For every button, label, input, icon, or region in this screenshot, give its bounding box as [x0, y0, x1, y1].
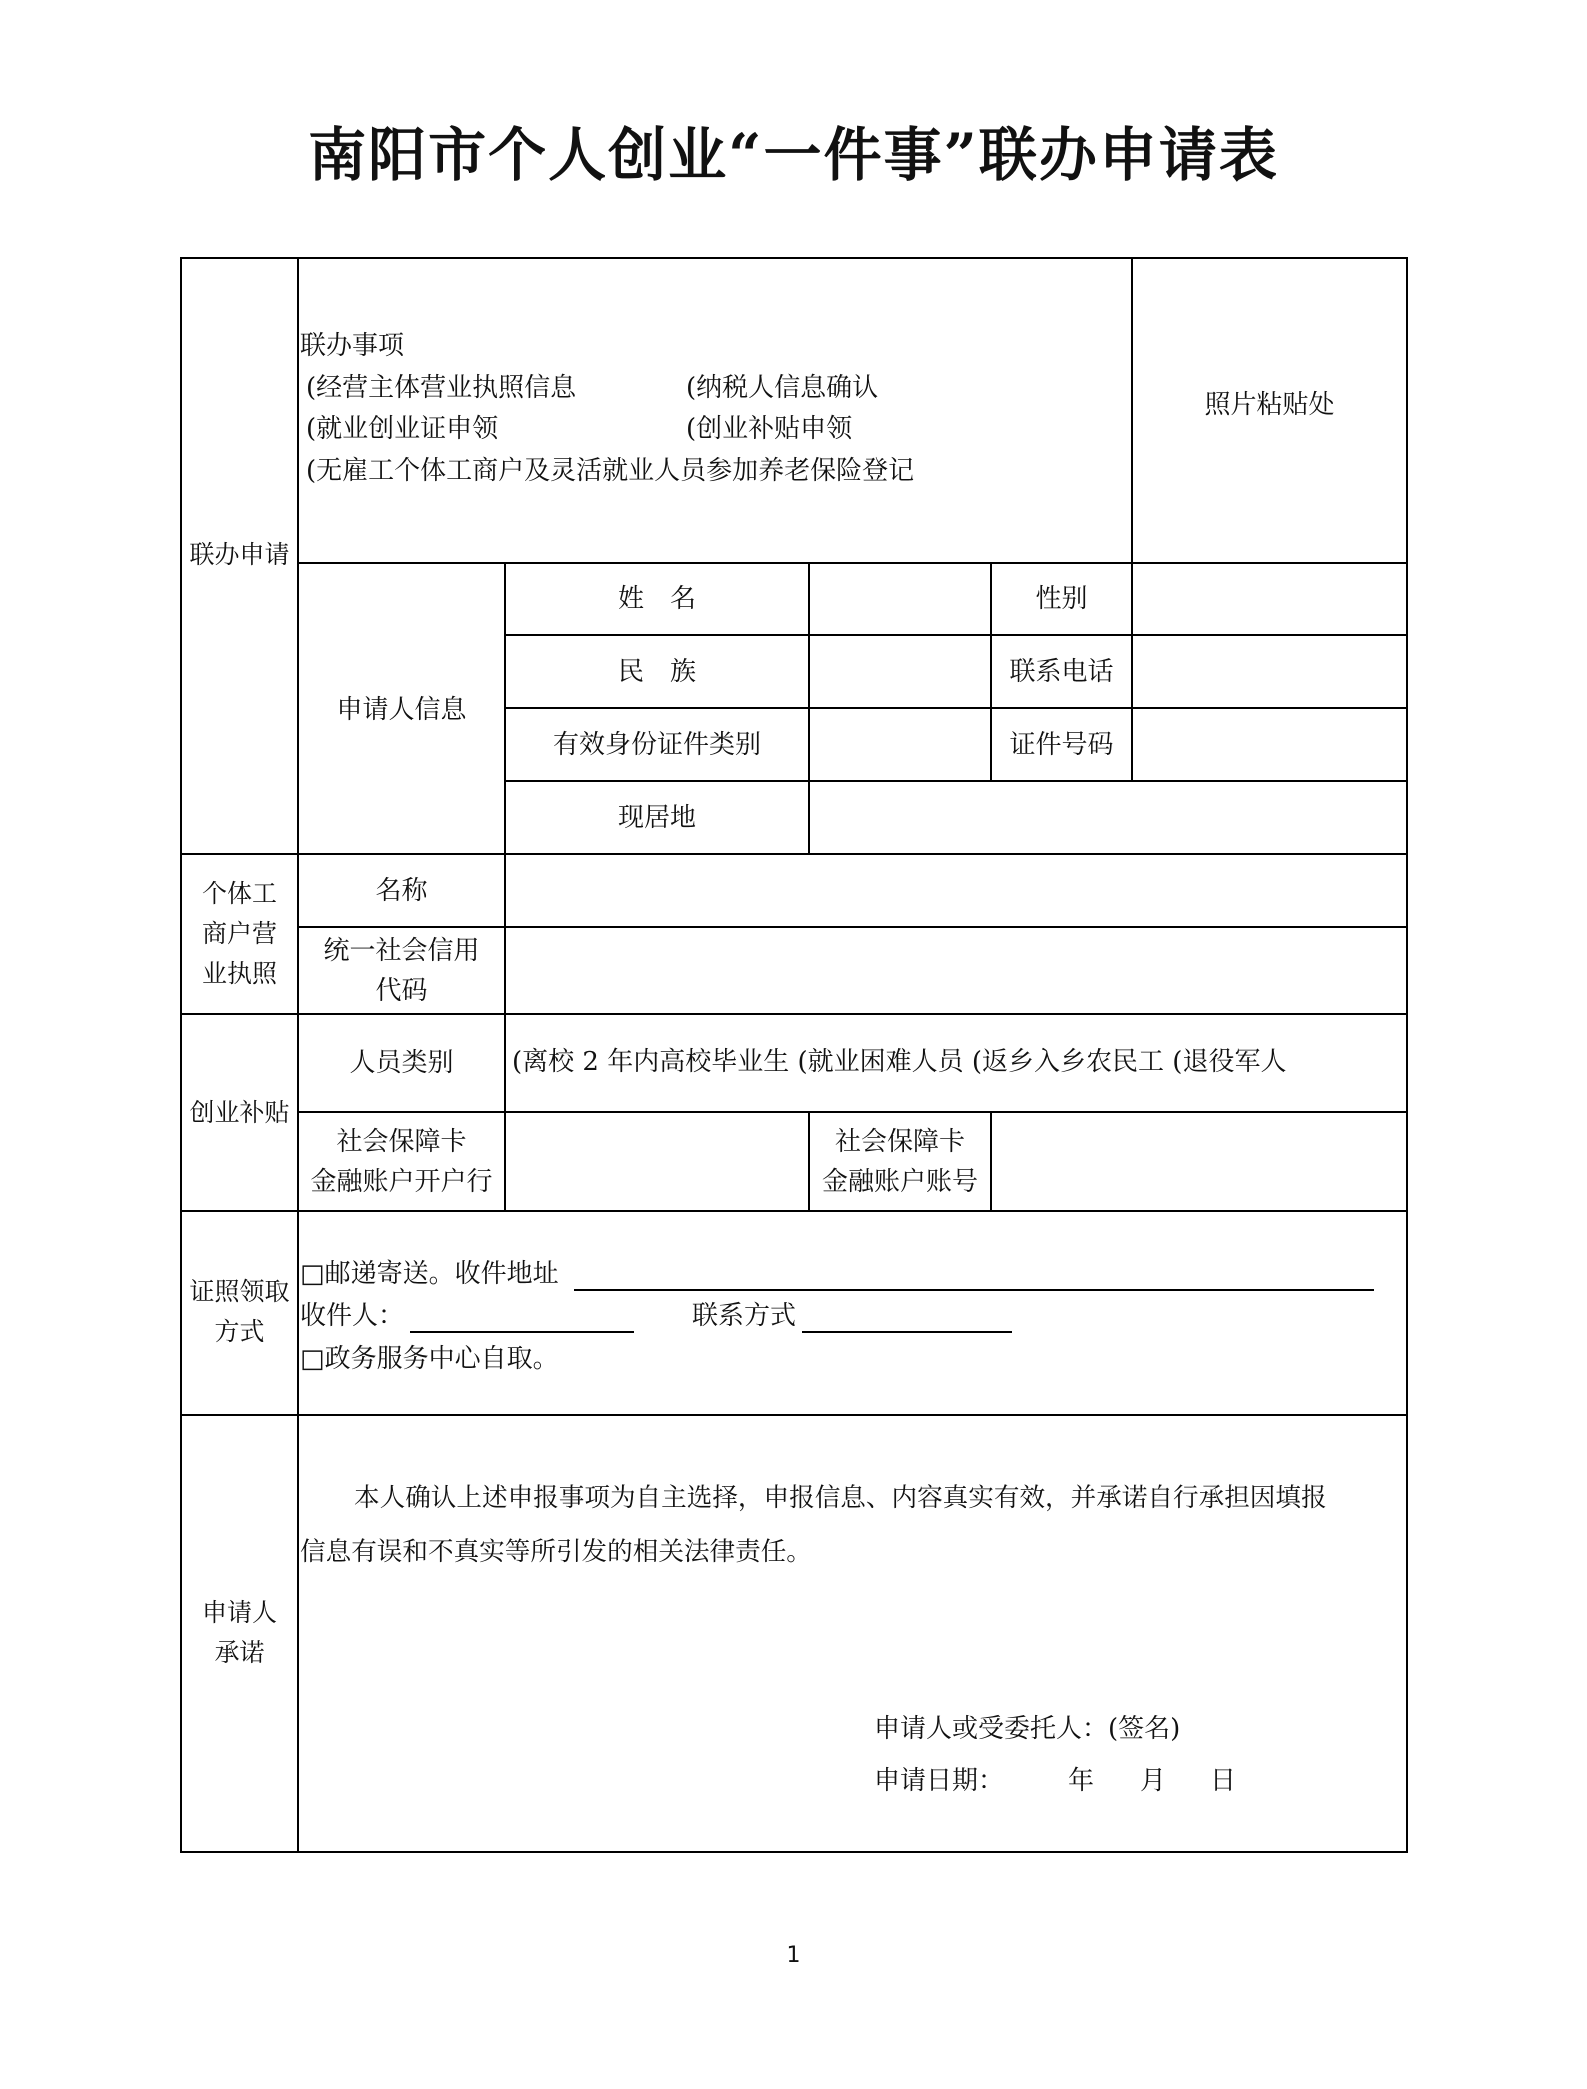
- checkbox-employment-certificate[interactable]: (就业创业证申领: [306, 414, 499, 444]
- form-title: 南阳市个人创业“一件事”联办申请表: [308, 121, 1279, 189]
- checkbox-taxpayer-info[interactable]: (纳税人信息确认: [686, 373, 879, 403]
- table-border-right: [1406, 257, 1408, 1853]
- divider: [574, 1289, 1374, 1291]
- contact-field[interactable]: [802, 1296, 1012, 1332]
- bank-field[interactable]: [506, 1113, 808, 1210]
- bank-label: 社会保障卡 金融账户开户行: [310, 1126, 493, 1197]
- divider: [180, 1414, 1408, 1416]
- ethnicity-label: 民 族: [617, 656, 696, 687]
- account-label: 社会保障卡 金融账户账号: [821, 1126, 978, 1197]
- contact-label: 联系方式: [692, 1301, 797, 1331]
- photo-placeholder[interactable]: 照片粘贴处: [1204, 390, 1335, 420]
- person-category-options[interactable]: (离校 2 年内高校毕业生 (就业困难人员 (返乡入乡农民工 (退役军人: [512, 1047, 1287, 1077]
- date-year-label[interactable]: 年: [1068, 1766, 1095, 1796]
- self-pickup-option[interactable]: □政务服务中心自取。: [300, 1344, 559, 1374]
- mail-address-field[interactable]: [574, 1254, 1374, 1290]
- pledge-text-line1: 本人确认上述申报事项为自主选择，申报信息、内容真实有效，并承诺自行承担因填报: [354, 1483, 1327, 1513]
- credit-code-label: 统一社会信用 代码: [323, 935, 480, 1006]
- credit-code-field[interactable]: [506, 928, 1406, 1013]
- residence-field[interactable]: [810, 782, 1406, 853]
- id-type-field[interactable]: [810, 709, 990, 780]
- date-month-label[interactable]: 月: [1140, 1766, 1167, 1796]
- person-category-label: 人员类别: [349, 1048, 454, 1078]
- date-day-label[interactable]: 日: [1210, 1766, 1237, 1796]
- id-number-field[interactable]: [1133, 709, 1406, 780]
- name-label: 姓 名: [617, 584, 696, 614]
- section-business-license: 个体工 商户营 业执照: [201, 879, 277, 988]
- account-field[interactable]: [992, 1113, 1406, 1210]
- ethnicity-field[interactable]: [810, 636, 990, 707]
- recipient-field[interactable]: [410, 1296, 634, 1332]
- residence-label: 现居地: [617, 802, 696, 833]
- date-label: 申请日期：: [874, 1766, 1005, 1796]
- license-name-label: 名称: [375, 875, 428, 906]
- checkbox-pension-registration[interactable]: (无雇工个体工商户及灵活就业人员参加养老保险登记: [306, 456, 915, 486]
- id-type-label: 有效身份证件类别: [552, 729, 761, 760]
- pledge-text-line2: 信息有误和不真实等所引发的相关法律责任。: [300, 1537, 812, 1567]
- signature-label[interactable]: 申请人或受委托人：(签名): [874, 1714, 1181, 1744]
- checkbox-business-license-info[interactable]: (经营主体营业执照信息: [306, 373, 577, 403]
- gender-field[interactable]: [1133, 564, 1406, 634]
- name-field[interactable]: [810, 564, 990, 634]
- section-applicant-pledge: 申请人 承诺: [201, 1598, 277, 1667]
- divider: [410, 1331, 634, 1333]
- table-border-bottom: [180, 1851, 1408, 1853]
- checkbox-startup-subsidy[interactable]: (创业补贴申领: [686, 414, 853, 444]
- mail-delivery-option[interactable]: □邮递寄送。收件地址: [300, 1259, 559, 1289]
- section-startup-subsidy: 创业补贴: [189, 1098, 290, 1127]
- joint-items-heading: 联办事项: [300, 331, 405, 361]
- id-number-label: 证件号码: [1009, 729, 1114, 760]
- applicant-info-label: 申请人信息: [336, 695, 467, 725]
- divider: [802, 1331, 1012, 1333]
- gender-label: 性别: [1035, 584, 1088, 614]
- section-joint-application: 联办申请: [189, 540, 290, 569]
- recipient-label: 收件人：: [300, 1301, 405, 1331]
- table-border-top: [180, 257, 1408, 259]
- page-number: 1: [786, 1943, 801, 1968]
- section-pickup-method: 证照领取 方式: [189, 1277, 290, 1346]
- phone-field[interactable]: [1133, 636, 1406, 707]
- phone-label: 联系电话: [1009, 656, 1114, 687]
- divider: [180, 1210, 1408, 1212]
- license-name-field[interactable]: [506, 855, 1406, 926]
